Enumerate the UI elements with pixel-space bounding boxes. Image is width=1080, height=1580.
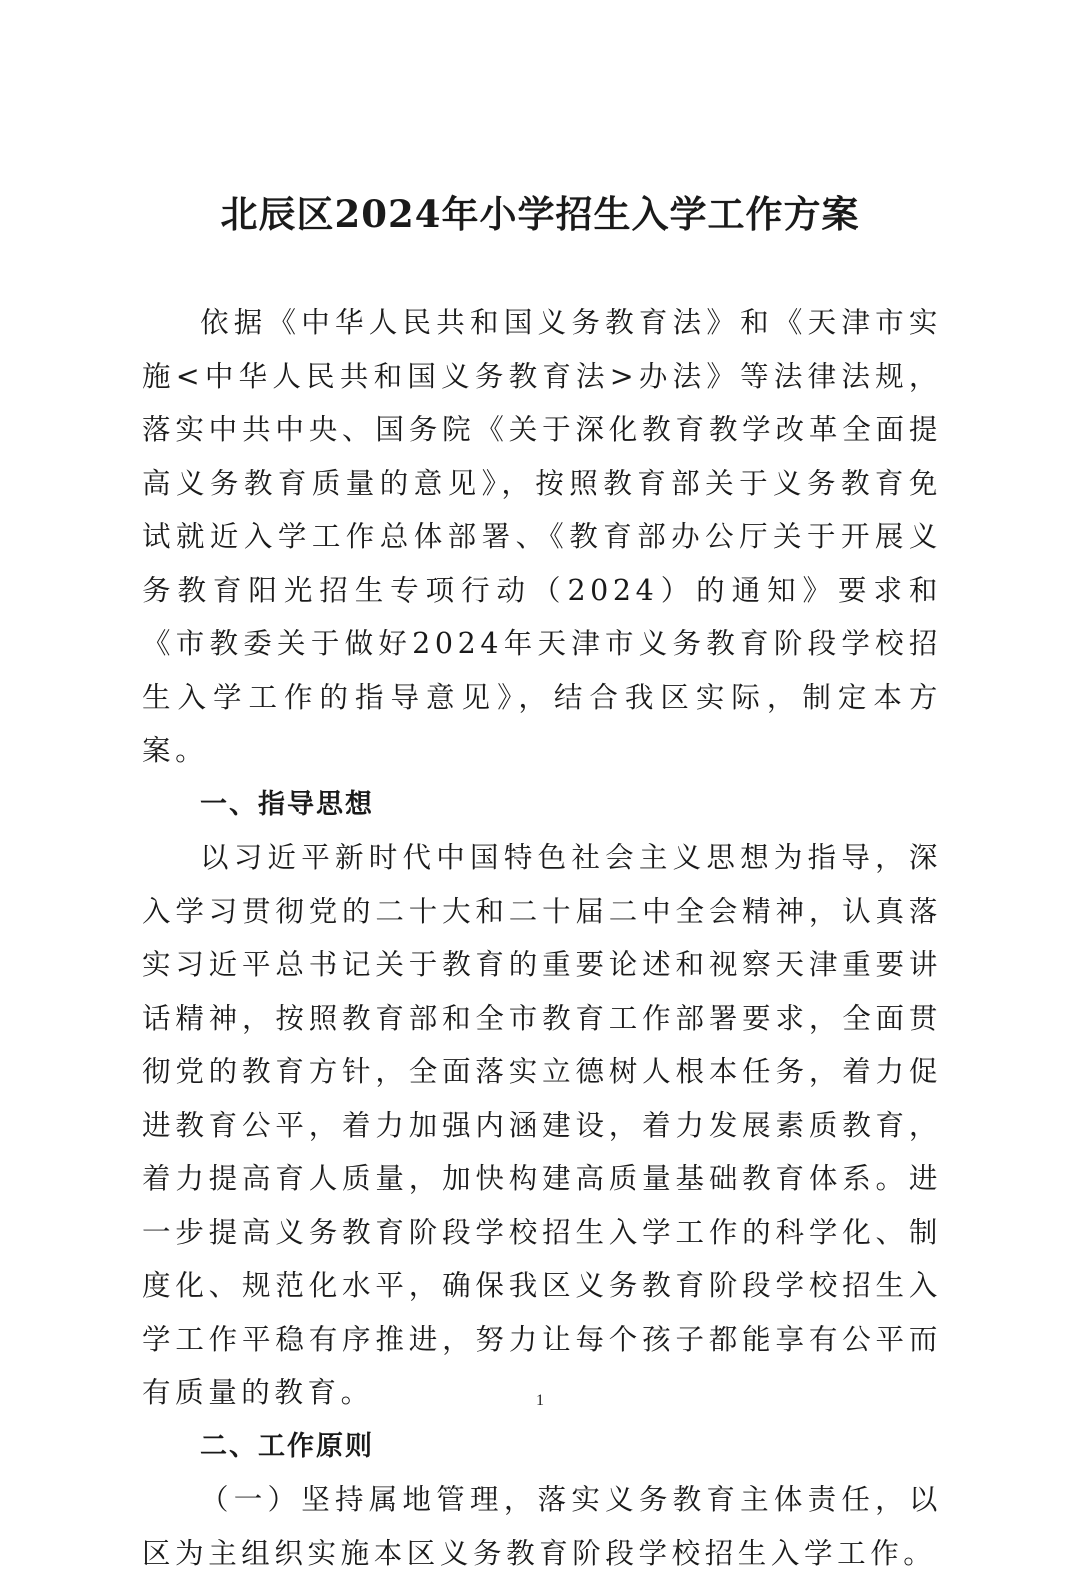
work-principles-paragraph: （一）坚持属地管理，落实义务教育主体责任，以区为主组织实施本区义务教育阶段学校招生入学工作。 <box>142 1483 942 1570</box>
section-heading-guiding-ideology: 一、指导思想 <box>200 788 374 820</box>
guiding-ideology-paragraph: 以习近平新时代中国特色社会主义思想为指导，深入学习贯彻党的二十大和二十届二中全会精神，认真落实习近平总书记关于教育的重要论述和视察天津重要讲话精神，按照教育部和全市教育工作部署要求，全面贯彻党的教育方针，全面落实立德树人根本任务，着力促进教育公平，着力加强内涵建设，着力发展素质教育，着力提高育人质量，加快构建高质量基础教育体系。进一步提高义务教育阶段学校招生入学工作的科学化、制度化、规范化水平，确保我区义务教育阶段学校招生入学工作平稳有序推进，努力让每个孩子都能享有公平而有质量的教育。 <box>142 841 942 1409</box>
intro-paragraph: 依据《中华人民共和国义务教育法》和《天津市实施<中华人民共和国义务教育法>办法》等法律法规，落实中共中央、国务院《关于深化教育教学改革全面提高义务教育质量的意见》，按照教育部关于义务教育免试就近入学工作总体部署、《教育部办公厅关于开展义务教育阳光招生专项行动（2024）的通知》要求和《市教委关于做好2024年天津市义务教育阶段学校招生入学工作的指导意见》，结合我区实际，制定本方案。 <box>142 306 942 767</box>
section-heading-work-principles: 二、工作原则 <box>200 1430 374 1462</box>
page-number: 1 <box>536 1392 544 1409</box>
document-title: 北辰区2024年小学招生入学工作方案 <box>220 192 860 236</box>
document-body <box>142 296 942 1580</box>
